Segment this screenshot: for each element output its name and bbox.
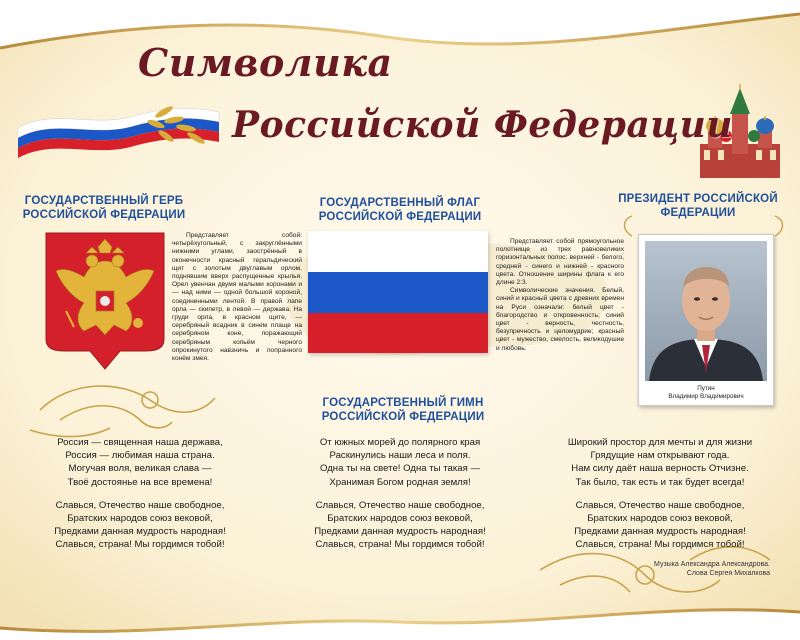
chorus-line: Славься, Отечество наше свободное, [575,499,745,511]
anthem-verse-2 [280,436,520,552]
president-name: Владимир Владимирович [668,393,744,400]
chorus-line: Предками данная мудрость народная! [314,526,486,538]
chorus-line: Братских народов союз вековой, [587,513,733,525]
chorus-line: Предками данная мудрость народная! [574,526,746,538]
verse-line: Так было, так есть и так будет всегда! [575,476,745,488]
verse-line: Широкий простор для мечты и для жизни [567,437,753,448]
anthem-credit [590,560,770,578]
president-caption [639,385,773,401]
flag-image [308,231,488,353]
chorus-line: Братских народов союз вековой, [67,513,213,525]
coat-of-arms-description-text: Представляет собой: четырёхугольный, с закруглёнными нижними углами, заострённый в оконечности красный геральдический щит с золотым двуглавым орлом, поднявшим вверх распущенные крылья. Орел увенчан двумя малыми коронами и — над ними — одной большой короной, соединенными лентой. В правой лапе орла — скипетр, в левой — держава. На груди орла, в красном щите, — серебряный всадник в синем плаще на серебряном коне, поражающий серебряным копьём черного опрокинутого навзничь и попранного конём змея. [172,232,302,363]
verse-line: Твоё достоянье на все времена! [67,476,213,488]
anthem-heading: ГОСУДАРСТВЕННЫЙ ГИМН РОССИЙСКОЙ ФЕДЕРАЦИИ [321,397,485,423]
verse-line: От южных морей до полярного края [319,437,481,448]
chorus-line: Братских народов союз вековой, [327,513,473,525]
verse-line: Россия — любимая наша страна. [65,450,215,462]
chorus-line: Славься, страна! Мы гордимся тобой! [315,539,485,551]
flag-description-p2: Символические значения. Белый, синий и красный цвета с древних времен на Руси означали: белый цвет - благородство и откровенность; синий цвет - верность, честность, безупречность и целомудрие; красный цвет - мужество, смелость, великодушие и любовь. [496,287,624,352]
flag-stripes [308,231,488,353]
verse-line: Могучая воля, великая слава — [68,463,212,475]
title-line-2: Российской Федерации [232,104,734,146]
title-line-1: Символика [138,40,393,85]
anthem-chorus-3 [540,499,780,552]
chorus-line: Славься, Отечество наше свободное, [315,499,485,511]
verse-line: Одна ты на свете! Одна ты такая — [319,463,481,475]
flag-description [496,238,624,353]
verse-line: Раскинулись наши леса и поля. [329,450,471,462]
anthem-chorus-1 [20,499,260,552]
president-photo-frame [638,234,774,406]
tricolor-ribbon-icon [14,98,224,164]
credit-lyrics: Слова Сергея Михалкова [686,570,770,577]
anthem-verse-1 [20,436,260,552]
verse-line: Россия — священная наша держава, [57,437,223,448]
verse-line: Нам силу даёт наша верность Отчизне. [571,463,749,475]
verse-line: Хранимая Богом родная земля! [329,476,471,488]
chorus-line: Славься, страна! Мы гордимся тобой! [575,539,745,551]
chorus-line: Предками данная мудрость народная! [54,526,226,538]
president-portrait [639,235,773,385]
anthem-verse-3 [540,436,780,552]
president-surname: Путин [697,385,715,392]
chorus-line: Славься, Отечество наше свободное, [55,499,225,511]
double-headed-eagle-icon [44,231,166,371]
coat-of-arms-heading: ГОСУДАРСТВЕННЫЙ ГЕРБ РОССИЙСКОЙ ФЕДЕРАЦИИ [22,195,186,221]
anthem-chorus-2 [280,499,520,552]
coat-of-arms-description [172,232,302,363]
flag-description-p1: Представляет собой прямоугольное полотнище из трех равновеликих горизонтальных полос: верхней - белого, средней - синего и нижней - красного цвета. Отношение ширины флага к его длине 2:3. [496,238,624,287]
president-heading: ПРЕЗИДЕНТ РОССИЙСКОЙ ФЕДЕРАЦИИ [618,193,778,219]
flag-heading: ГОСУДАРСТВЕННЫЙ ФЛАГ РОССИЙСКОЙ ФЕДЕРАЦИИ [318,197,482,223]
verse-line: Грядущие нам открывают года. [590,450,730,462]
credit-music: Музыка Александра Александрова. [654,561,770,568]
chorus-line: Славься, страна! Мы гордимся тобой! [55,539,225,551]
